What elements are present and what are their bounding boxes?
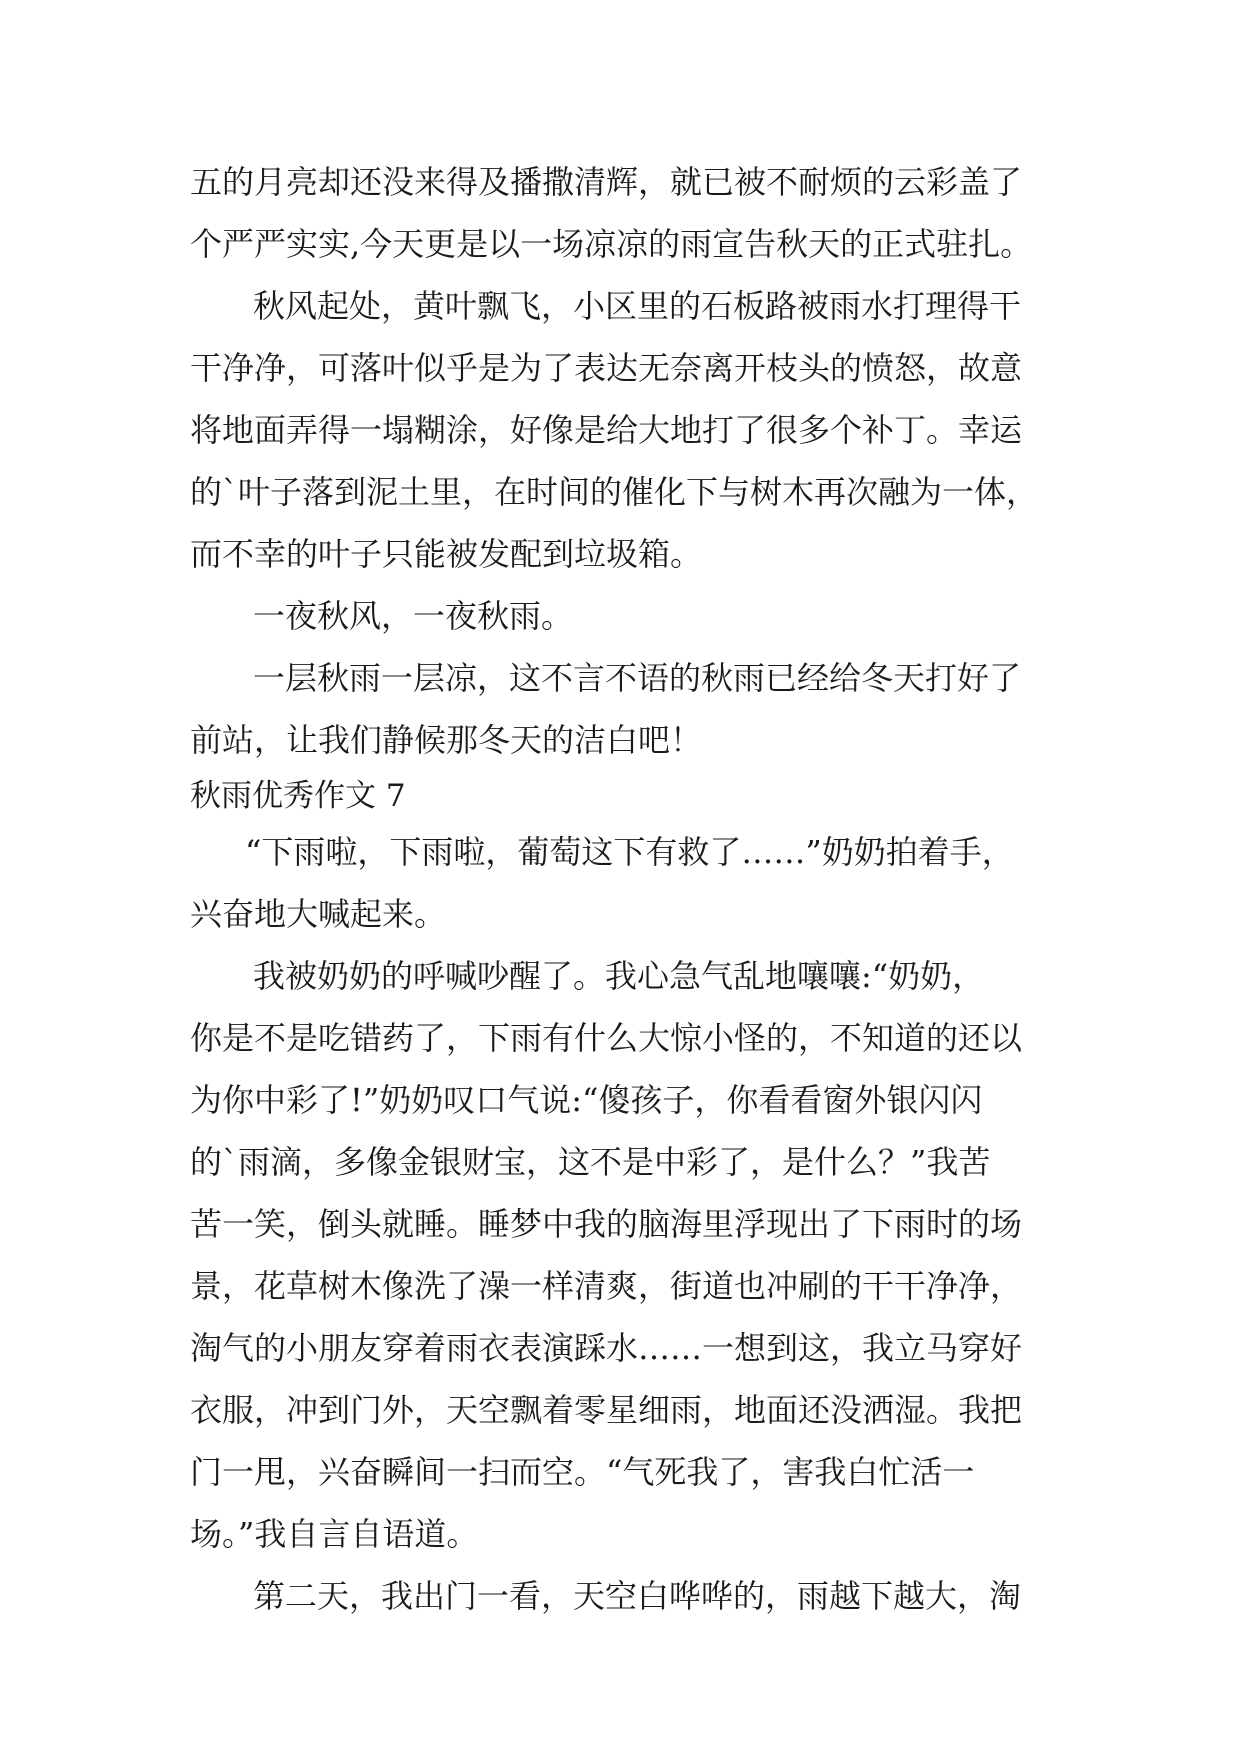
text-line: 的`雨滴，多像金银财宝，这不是中彩了，是什么？”我苦 xyxy=(190,1143,991,1181)
text-line: 衣服，冲到门外，天空飘着零星细雨，地面还没洒湿。我把 xyxy=(190,1391,1023,1429)
text-line: 你是不是吃错药了，下雨有什么大惊小怪的，不知道的还以 xyxy=(190,1019,1023,1057)
paragraph-first-line: 我被奶奶的呼喊吵醒了。我心急气乱地嚷嚷:“奶奶， xyxy=(253,957,985,995)
text-line: 为你中彩了!”奶奶叹口气说:“傻孩子，你看看窗外银闪闪 xyxy=(190,1081,983,1119)
text-line: 干净净，可落叶似乎是为了表达无奈离开枝头的愤怒，故意 xyxy=(190,349,1023,387)
text-line: 景，花草树木像洗了澡一样清爽，街道也冲刷的干干净净， xyxy=(190,1267,1023,1305)
paragraph-first-line: 一层秋雨一层凉，这不言不语的秋雨已经给冬天打好了 xyxy=(253,659,1022,697)
text-line: 门一甩，兴奋瞬间一扫而空。“气死我了，害我白忙活一 xyxy=(190,1453,975,1491)
text-line: 而不幸的叶子只能被发配到垃圾箱。 xyxy=(190,535,703,573)
text-line: 场。”我自言自语道。 xyxy=(190,1515,479,1553)
text-line: 的`叶子落到泥土里，在时间的催化下与树木再次融为一体， xyxy=(190,473,1039,511)
paragraph-first-line: “下雨啦，下雨啦，葡萄这下有救了……”奶奶拍着手， xyxy=(245,833,1014,871)
paragraph-first-line: 一夜秋风，一夜秋雨。 xyxy=(253,597,574,635)
text-line: 淘气的小朋友穿着雨衣表演踩水……一想到这，我立马穿好 xyxy=(190,1329,1023,1367)
text-line: 五的月亮却还没来得及播撒清辉，就已被不耐烦的云彩盖了 xyxy=(190,163,1023,201)
text-line: 将地面弄得一塌糊涂，好像是给大地打了很多个补丁。幸运 xyxy=(190,411,1023,449)
section-heading: 秋雨优秀作文 7 xyxy=(190,778,406,814)
paragraph-first-line: 第二天，我出门一看，天空白哗哗的，雨越下越大，淘 xyxy=(253,1577,1022,1615)
text-line: 个严严实实,今天更是以一场凉凉的雨宣告秋天的正式驻扎。 xyxy=(190,225,1033,263)
text-line: 苦一笑，倒头就睡。睡梦中我的脑海里浮现出了下雨时的场 xyxy=(190,1205,1023,1243)
text-line: 前站，让我们静候那冬天的洁白吧！ xyxy=(190,721,703,759)
paragraph-first-line: 秋风起处，黄叶飘飞，小区里的石板路被雨水打理得干 xyxy=(253,287,1022,325)
text-line: 兴奋地大喊起来。 xyxy=(190,895,447,933)
